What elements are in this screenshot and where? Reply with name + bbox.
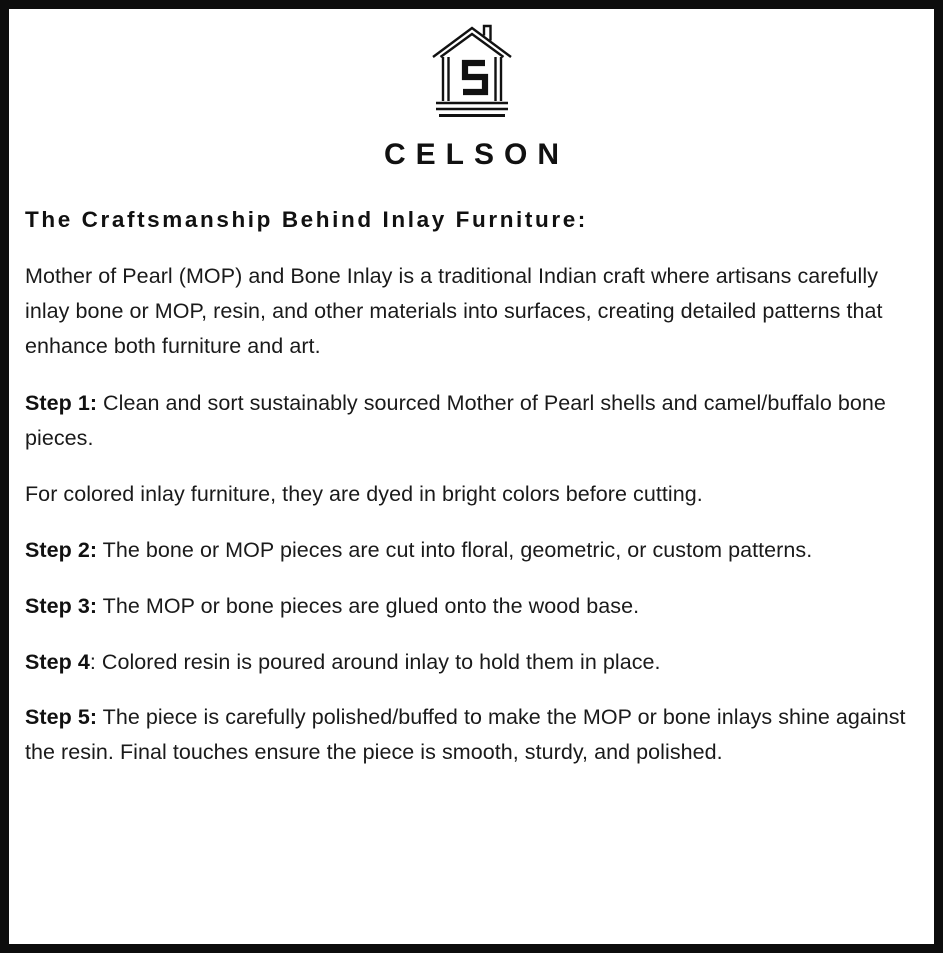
step-text-5: : Colored resin is poured around inlay to hold them in place. [89,649,661,674]
document-body [9,9,934,944]
step-paragraph-2 [25,477,918,512]
step-label-5: Step 4 [25,649,90,674]
step-paragraph-3 [25,533,918,568]
step-text-3: The bone or MOP pieces are cut into floral, geometric, or custom patterns. [97,537,813,562]
step-label-1: Step 1: [25,391,98,416]
step-label-4: Step 3: [25,593,98,618]
step-text-2: For colored inlay furniture, they are dyed in bright colors before cutting. [25,482,703,507]
step-paragraph-1 [25,386,918,456]
step-text-1: Clean and sort sustainably sourced Mother of Pearl shells and camel/buffalo bone pieces. [25,391,886,451]
brand-header [25,19,918,172]
step-text-4: The MOP or bone pieces are glued onto the wood base. [97,593,640,618]
step-label-6: Step 5: [25,705,98,730]
intro-paragraph: Mother of Pearl (MOP) and Bone Inlay is a traditional Indian craft where artisans carefully inlay bone or MOP, resin, and other materials into surfaces, creating detailed patterns that enhance both furniture and art. [25,264,883,358]
brand-name: CELSON [383,138,569,171]
step-paragraph-5 [25,645,918,680]
content-section [25,259,918,770]
page-title: The Craftsmanship Behind Inlay Furniture: [25,207,588,232]
step-label-3: Step 2: [25,537,98,562]
step-paragraph-4 [25,589,918,624]
step-paragraph-6 [25,700,918,770]
house-with-s-monogram-icon [429,23,515,119]
step-text-6: The piece is carefully polished/buffed to make the MOP or bone inlays shine against the resin. Final touches ensure the piece is smooth, sturdy, and polished. [25,705,906,765]
